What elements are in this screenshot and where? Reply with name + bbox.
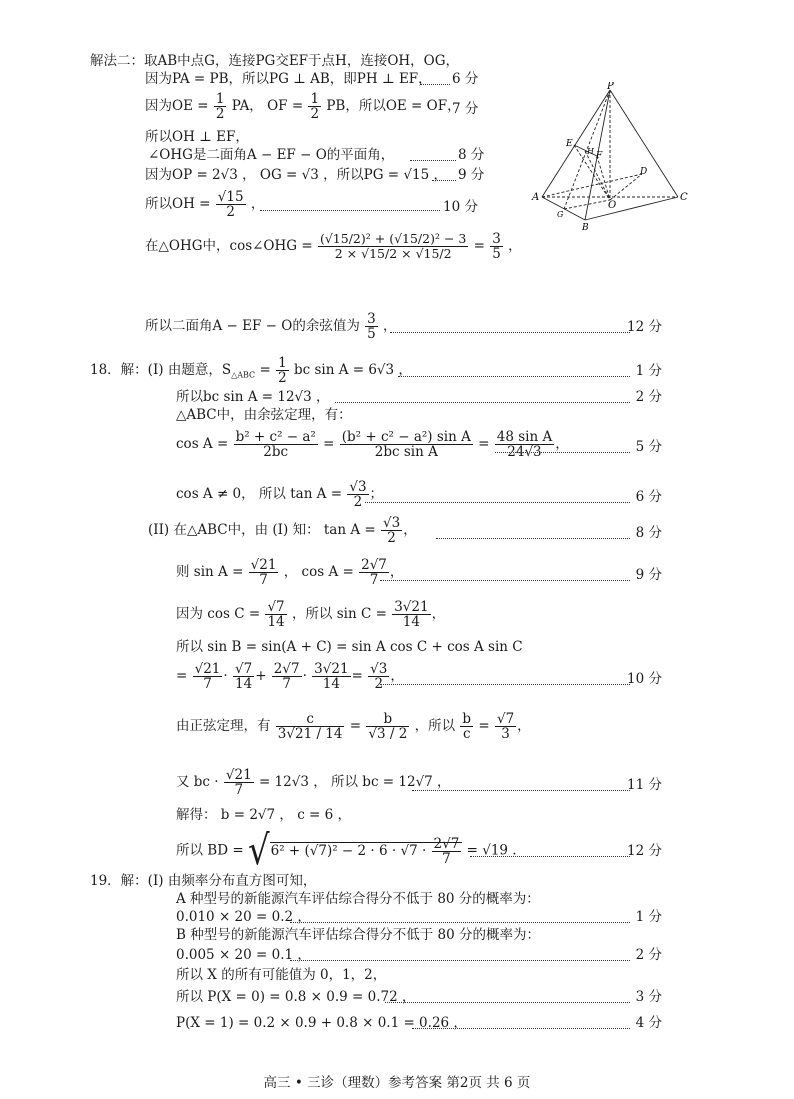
score: 6 分 <box>452 71 479 87</box>
numerator: b <box>462 711 472 727</box>
leader-dots <box>398 376 630 377</box>
q18-line3: △ABC中，由余弦定理，有： <box>176 407 352 423</box>
denominator: 14 <box>267 614 285 630</box>
fraction <box>276 712 345 741</box>
q18-line11: 由正弦定理，有 $\frac{c}{3√21 / 14}$ = $\frac{b}{√3 / 2}$ ，所以 $\frac{b}{c}$ = $\frac{√7}{3}$ ， <box>176 711 531 742</box>
numerator: 1 <box>310 91 320 107</box>
score: 6 分 <box>635 489 662 505</box>
q19-line7: 所以 P(X = 0) = 0.8 × 0.9 = 0.72 ， <box>176 989 416 1005</box>
leader-dots <box>495 452 630 453</box>
text: = <box>473 238 485 254</box>
q19-line5: 0.005 × 20 = 0.1 ， <box>176 947 311 963</box>
fraction <box>359 558 389 587</box>
numerator: c <box>276 712 345 727</box>
fraction <box>340 430 473 459</box>
fraction <box>193 662 223 691</box>
label-h: H <box>587 147 594 156</box>
leader-dots <box>290 960 630 961</box>
text: ，所以 sin C = <box>291 606 387 622</box>
fraction <box>233 662 254 691</box>
q19-line1: 19．解：(I) 由频率分布直方图可知， <box>90 873 317 889</box>
text: 所以 BD = <box>176 842 244 859</box>
text: 在△OHG中，cos∠OHG = <box>145 238 313 254</box>
fraction <box>432 837 462 866</box>
q19-line2: A 种型号的新能源汽车评估综合得分不低于 80 分的概率为： <box>176 891 540 907</box>
score: 12 分 <box>627 843 662 859</box>
q18-part2: (II) 在△ABC中，由 (I) 知： tan A = $\frac{√3}{2}$ ， <box>148 515 417 546</box>
fraction <box>214 92 227 121</box>
denominator: 2bc sin A <box>374 444 438 460</box>
label-f: F <box>596 151 603 161</box>
denominator: 2 <box>374 676 384 692</box>
numerator: √21 <box>250 557 277 573</box>
q18-line7: 则 sin A = $\frac{√21}{7}$ ， cos A = $\frac{2√7}{7}$ ， <box>176 557 404 588</box>
fraction <box>392 600 430 629</box>
method2-line3 <box>145 92 461 121</box>
denominator: 5 <box>492 246 501 262</box>
text: 因为 cos C = <box>176 606 261 622</box>
text: 所以OH = <box>145 196 211 212</box>
numerator: 3 <box>492 231 501 247</box>
fraction <box>276 356 289 385</box>
fraction <box>308 92 321 121</box>
fraction <box>216 190 246 219</box>
method2-line9: 所以二面角A − EF − O的余弦值为 $\frac{3}{5}$ ， <box>145 311 397 342</box>
numerator: √7 <box>234 661 253 677</box>
text: 6² + (√7)² − 2 · 6 · √7 · <box>270 842 427 859</box>
text: = <box>255 362 276 378</box>
text: 因为OE = <box>145 98 209 114</box>
text: = √19 . <box>466 842 517 859</box>
score: 12 分 <box>627 319 662 335</box>
fraction <box>312 662 350 691</box>
page-footer: 高三 • 三诊（理数）参考答案 第2页 共 6 页 <box>263 1075 531 1091</box>
denominator: 2 <box>278 370 287 386</box>
numerator: √3 <box>349 479 367 495</box>
method2-line2: 因为PA = PB，所以PG ⊥ AB，即PH ⊥ EF， <box>145 71 432 87</box>
text: 18．解：(I) 由题意，S <box>90 362 232 378</box>
denominator: 2 × √15/2 × √15/2 <box>334 246 452 261</box>
score: 8 分 <box>458 147 485 163</box>
leader-dots <box>385 1002 630 1003</box>
text: cos A ≠ 0， 所以 tan A = <box>176 486 343 502</box>
numerator: 3 <box>367 311 376 327</box>
text: = <box>176 668 188 684</box>
q18-line4: cos A = $\frac{\text{b² + c² − a²}}{2bc}$ = $\frac{\text{(b² + c² − a²) sin A}}{\text{2bc sin A}}$ = $\frac{\text{48 sin A}}{24√3}$ ， <box>176 429 569 460</box>
numerator: 48 sin A <box>496 429 553 445</box>
denominator: 7 <box>203 676 212 692</box>
text: PA， OF = <box>231 98 304 114</box>
fraction <box>318 232 468 261</box>
denominator: 7 <box>234 782 244 798</box>
score: 10 分 <box>627 671 662 687</box>
numerator: √21 <box>225 767 252 783</box>
text: 则 sin A = <box>176 564 244 580</box>
leader-dots <box>410 160 456 161</box>
method2-line6: 因为OP = 2√3 ， OG = √3 ，所以PG = √15 ， <box>145 167 447 183</box>
numerator: √7 <box>267 599 285 615</box>
score: 1 分 <box>635 363 662 379</box>
text: cos A = <box>176 436 229 452</box>
score: 5 分 <box>635 439 662 455</box>
fraction <box>366 712 409 741</box>
q18-line9: 所以 sin B = sin(A + C) = sin A cos C + cos A sin C <box>176 639 523 655</box>
leader-dots <box>470 856 630 857</box>
denominator: 14 <box>322 676 340 692</box>
text: (II) 在△ABC中，由 (I) 知： tan A = <box>148 522 376 538</box>
label-c: C <box>680 192 688 203</box>
denominator: 2 <box>226 204 235 220</box>
denominator: 3√21 / 14 <box>277 726 343 742</box>
leader-dots <box>432 180 456 181</box>
fraction <box>224 768 254 797</box>
method2-line5: ∠OHG是二面角A − EF − O的平面角， <box>148 147 395 163</box>
denominator: 2 <box>310 106 320 122</box>
numerator: (√15/2)² + (√15/2)² − 3 <box>319 231 467 246</box>
radical-sign: √ <box>247 827 270 875</box>
denominator: 14 <box>402 614 420 630</box>
fraction <box>234 430 318 459</box>
text: ， cos A = <box>283 564 354 580</box>
numerator: √7 <box>496 711 515 727</box>
method2-line8: 在△OHG中，cos∠OHG = $\frac{\text{(√15/2)² + (√15/2)² − 3}}{2 \times √15/2 \times √15/2}$ = $\frac{3}{5}$ ， <box>145 231 522 262</box>
q18-line13: 解得： b = 2√7 ， c = 6 ， <box>176 807 352 823</box>
denominator: 7 <box>282 676 291 692</box>
leader-dots <box>390 332 630 333</box>
denominator: 5 <box>367 326 376 342</box>
numerator: √3 <box>370 661 388 677</box>
label-d: D <box>640 167 648 177</box>
method2-line4: 所以OH ⊥ EF， <box>145 129 249 145</box>
numerator: b <box>366 712 409 727</box>
score: 2 分 <box>635 389 662 405</box>
text: 所以二面角A − EF − O的余弦值为 <box>145 318 360 334</box>
fraction <box>381 516 402 545</box>
denominator: 7 <box>369 572 379 588</box>
fraction <box>495 430 554 459</box>
q18-line8: 因为 cos C = $\frac{√7}{14}$ ，所以 sin C = $\frac{3√21}{14}$ ， <box>176 599 446 630</box>
denominator: 7 <box>259 572 268 588</box>
method2-line7: 所以OH = $\frac{√15}{2}$ ， <box>145 189 265 220</box>
leader-dots <box>420 84 450 85</box>
leader-dots <box>365 502 630 503</box>
text: ，所以 <box>414 718 456 734</box>
numerator: √21 <box>194 661 221 677</box>
label-a: A <box>532 192 540 203</box>
text: 又 bc · <box>176 774 219 790</box>
fraction <box>490 232 503 261</box>
numerator: 1 <box>215 91 225 107</box>
label-p: P <box>607 82 614 92</box>
q18-line12 <box>176 768 451 797</box>
denominator: 3 <box>501 726 510 742</box>
score: 9 分 <box>458 167 485 183</box>
leader-dots <box>260 210 440 211</box>
radicand <box>270 835 463 867</box>
leader-dots <box>412 1028 630 1029</box>
leader-dots <box>436 538 630 539</box>
q18-line2: 所以bc sin A = 12√3 ， <box>176 389 330 405</box>
label-g: G <box>557 210 564 219</box>
q19-line6: 所以 X 的所有可能值为 0，1，2， <box>176 967 387 983</box>
score: 10 分 <box>443 199 478 215</box>
score: 1 分 <box>635 909 662 925</box>
numerator: √3 <box>382 515 401 531</box>
q19-line8: P(X = 1) = 0.2 × 0.9 + 0.8 × 0.1 = 0.26 ， <box>176 1015 467 1031</box>
numerator: 1 <box>278 355 287 371</box>
denominator: 2 <box>215 106 225 122</box>
text: bc sin A = 6√3 ， <box>293 362 412 378</box>
text: 由正弦定理，有 <box>176 718 271 734</box>
leader-dots <box>380 684 630 685</box>
fraction <box>265 600 286 629</box>
fraction <box>368 662 389 691</box>
denominator: 14 <box>234 676 253 692</box>
denominator: 2 <box>353 494 363 510</box>
fraction <box>495 712 516 741</box>
numerator: 2√7 <box>273 661 300 677</box>
q18-line5: cos A ≠ 0， 所以 tan A = $\frac{√3}{2}$ ； <box>176 479 384 510</box>
numerator: √15 <box>217 189 244 205</box>
subscript: △ABC <box>231 370 256 380</box>
fraction <box>272 662 302 691</box>
fraction <box>249 558 279 587</box>
score: 8 分 <box>635 525 662 541</box>
leader-dots <box>290 922 630 923</box>
score: 2 分 <box>635 947 662 963</box>
denominator: c <box>462 726 471 742</box>
score: 7 分 <box>452 101 479 117</box>
numerator: b² + c² − a² <box>235 429 316 445</box>
leader-dots <box>412 790 630 791</box>
label-e: E <box>566 139 573 149</box>
q18-line14 <box>176 827 517 875</box>
q18-line1 <box>90 356 412 385</box>
numerator: 3√21 <box>394 599 429 615</box>
denominator: 24√3 <box>507 444 542 460</box>
fraction <box>347 480 368 509</box>
score: 11 分 <box>627 777 662 793</box>
score: 3 分 <box>635 989 662 1005</box>
numerator: 2√7 <box>361 557 387 573</box>
leader-dots <box>380 580 630 581</box>
leader-dots <box>335 402 630 403</box>
score: 9 分 <box>635 567 662 583</box>
q18-line10: = $\frac{√21}{7}$ · $\frac{√7}{14}$ + $\frac{2√7}{7}$ · $\frac{3√21}{14}$ = $\frac{√3}{2}$ ， <box>176 661 404 692</box>
denominator: 2bc <box>263 444 289 460</box>
numerator: 3√21 <box>314 661 349 677</box>
q19-line4: B 种型号的新能源汽车评估综合得分不低于 80 分的概率为： <box>176 927 540 943</box>
label-o: O <box>608 200 617 211</box>
method2-line1: 解法二：取AB中点G，连接PG交EF于点H，连接OH，OG， <box>90 53 460 69</box>
denominator: √3 / 2 <box>368 726 408 742</box>
fraction <box>460 712 473 741</box>
denominator: 7 <box>442 850 451 867</box>
label-b: B <box>582 223 589 233</box>
numerator: 2√7 <box>433 835 460 852</box>
pyramid-figure <box>530 82 690 234</box>
denominator: 2 <box>387 530 396 546</box>
text: PB，所以OE = OF， <box>326 98 461 114</box>
fraction <box>365 312 378 341</box>
text: = 12√3 ， 所以 bc = 12√7 ， <box>258 774 451 790</box>
score: 4 分 <box>635 1015 662 1031</box>
numerator: (b² + c² − a²) sin A <box>341 429 471 445</box>
q19-line3: 0.010 × 20 = 0.2 ， <box>176 909 311 925</box>
